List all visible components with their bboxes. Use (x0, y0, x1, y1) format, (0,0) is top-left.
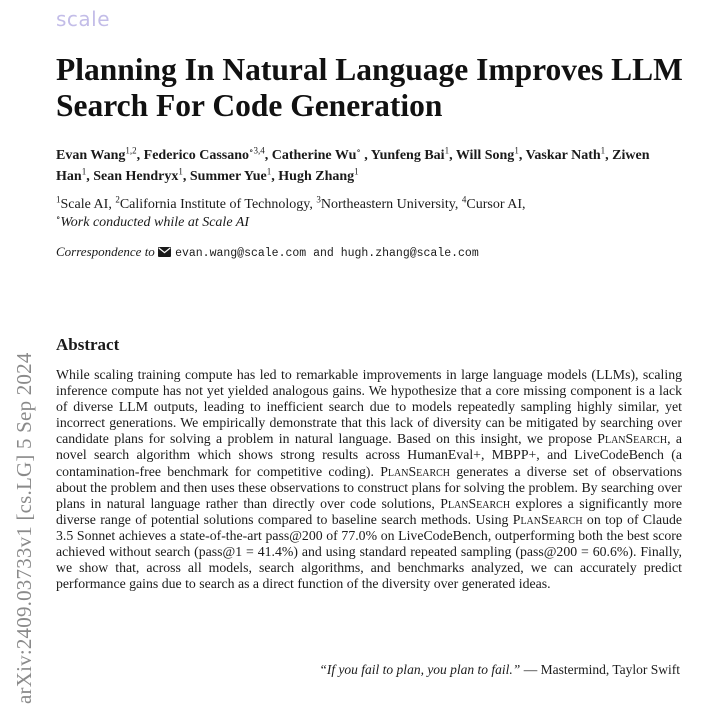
scale-logo: scale (56, 7, 111, 31)
email-link-hugh[interactable]: hugh.zhang@scale.com (340, 247, 479, 260)
author-affil-mark: 1 (354, 166, 359, 177)
method-name: PlanSearch (597, 431, 668, 447)
method-name: PlanSearch (440, 495, 511, 511)
author-name: Evan Wang (56, 148, 126, 163)
author-separator: , (136, 148, 144, 163)
author-separator: , (360, 148, 371, 163)
author-name: Ziwen Han (56, 148, 650, 184)
method-name: PlanSearch (380, 463, 451, 479)
author-name: Catherine Wu (271, 148, 357, 163)
epigraph-attribution: — Mastermind, Taylor Swift (520, 662, 680, 677)
affil-mark: 1 (56, 194, 61, 205)
correspondence-and: and (306, 247, 341, 260)
author-name: Federico Cassano (143, 148, 250, 163)
author-name: Will Song (455, 148, 515, 163)
author-affil-mark: 1 (444, 145, 450, 156)
author-separator: , (264, 148, 272, 163)
affil-mark: 2 (115, 194, 120, 205)
correspondence (56, 243, 686, 263)
epigraph-text: “If you fail to plan, you plan to fail.” (319, 662, 521, 677)
author-name: Hugh Zhang (278, 169, 355, 184)
author-separator: , (449, 148, 456, 163)
envelope-icon (158, 247, 171, 257)
affil-text: Northeastern University, (320, 197, 462, 212)
note-text: Work conducted while at Scale AI (60, 215, 249, 230)
epigraph (319, 662, 680, 678)
arxiv-identifier: arXiv:2409.03733v1 [cs.LG] 5 Sep 2024 (12, 352, 36, 704)
email-link-evan[interactable]: evan.wang@scale.com (175, 247, 307, 260)
author-separator: , (518, 148, 526, 163)
work-note (56, 214, 686, 232)
author-affil-mark: 1 (266, 166, 272, 177)
author-affil-mark: ∘ (356, 145, 361, 156)
author-list (56, 145, 686, 187)
abstract-part: , a novel search algorithm which shows strong results across HumanEval+, MBPP+, and LiveCodeBench (a contamination-free benchmark for competitive coding). (56, 431, 682, 479)
affiliation-line (56, 196, 686, 214)
abstract-part: explores a significantly more diverse range of potential solutions compared to baseline search methods. Using (56, 495, 683, 527)
author-separator: , (182, 169, 190, 184)
author-name: Summer Yue (189, 169, 267, 184)
affil-text: Cursor AI, (466, 197, 526, 212)
author-affil-mark: ∘3,4 (249, 145, 265, 156)
author-separator: , (271, 169, 279, 184)
paper-title: Planning In Natural Language Improves LLM Search For Code Generation (56, 52, 683, 123)
affil-mark: 4 (461, 194, 467, 205)
author-affil-mark: 1 (600, 145, 606, 156)
abstract-text (56, 367, 682, 592)
abstract-part: generates a diverse set of observations about the problem and then uses these observations to construct plans for solving the problem. By searching over plans in natural language rather than directly over code solutions, (56, 463, 683, 511)
note-mark: ∘ (56, 212, 61, 223)
affil-text: Scale AI, (60, 197, 116, 212)
author-separator: , (86, 169, 94, 184)
correspondence-label: Correspondence to (56, 244, 155, 259)
author-name: Sean Hendryx (93, 169, 179, 184)
author-name: Yunfeng Bai (370, 148, 445, 163)
author-affil-mark: 1 (514, 145, 519, 156)
abstract-part: on top of Claude 3.5 Sonnet achieves a state-of-the-art pass@200 of 77.0% on LiveCodeBench, outperforming both the best score achieved without search (pass@1 = 41.4%) and using standard repeated sampling (pass@200 = 60.6%). Finally, we show that, across all models, search algorithms, and benchmarks analyzed, we can accurately predict performance gains due to search as a direct function of the diversity over generated ideas. (56, 511, 683, 592)
method-name: PlanSearch (512, 511, 583, 527)
author-affil-mark: 1 (178, 166, 183, 177)
affil-text: California Institute of Technology, (119, 197, 317, 212)
affil-mark: 3 (316, 194, 321, 205)
abstract-part: While scaling training compute has led to remarkable improvements in large language models (LLMs), scaling inference compute has not yet yielded analogous gains. We hypothesize that a core missing component is a lack of diverse LLM outputs, leading to inefficient search due to models repeatedly sampling highly similar, yet incorrect generations. We empirically demonstrate that this lack of diversity can be mitigated by searching over candidate plans for solving a problem in natural language. Based on this insight, we propose (56, 367, 682, 447)
author-affil-mark: 1,2 (125, 145, 137, 156)
author-affil-mark: 1 (81, 166, 87, 177)
abstract-heading: Abstract (56, 335, 120, 354)
author-separator: , (605, 148, 613, 163)
affiliations (56, 196, 686, 232)
author-name: Vaskar Nath (525, 148, 601, 163)
